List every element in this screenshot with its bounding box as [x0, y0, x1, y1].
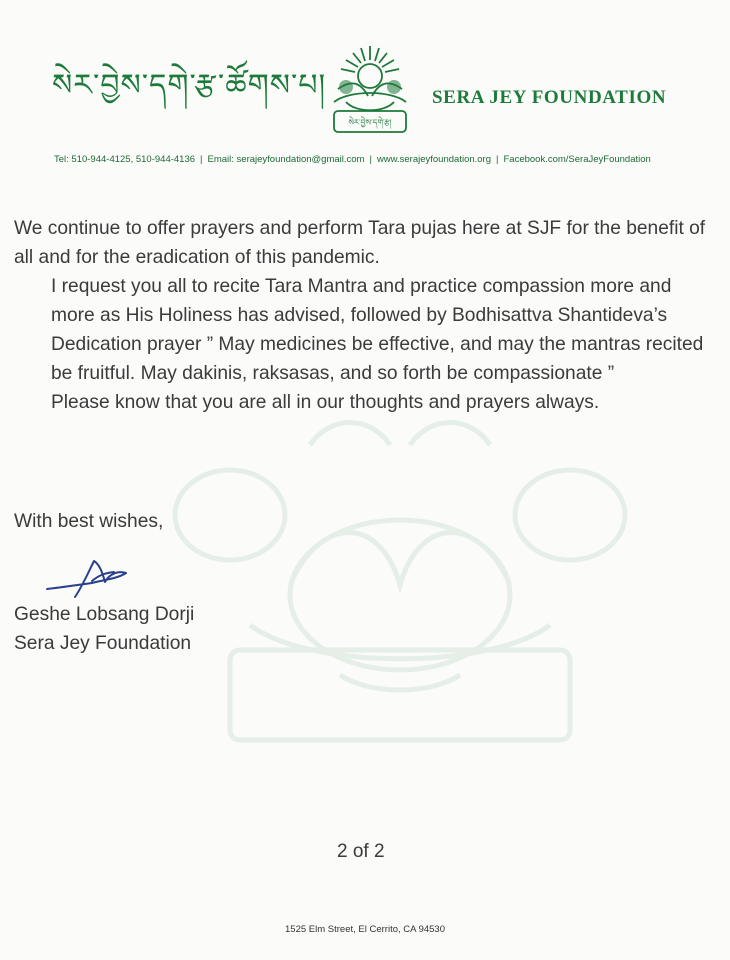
svg-text:སེར་བྱེས་དགེ་རྩ།: སེར་བྱེས་དགེ་རྩ། — [348, 118, 392, 127]
contact-line — [54, 154, 694, 165]
watermark-logo-icon — [140, 395, 660, 775]
signer-name: Geshe Lobsang Dorji — [14, 604, 195, 625]
tibetan-foundation-name: སེར་བྱེས་དགེ་རྩ་ཚོགས་པ། — [52, 68, 327, 103]
paragraph-1: We continue to offer prayers and perform Tara pujas here at SJF for the benefit of all and for the eradication of this pandemic. — [14, 218, 706, 268]
page-number: 2 of 2 — [337, 841, 385, 862]
paragraph-2: I request you all to recite Tara Mantra and practice compassion more and more as His Holiness has advised, followed by Bodhisattva Shantideva’s Dedication prayer ” May medicines be effective, and may the mantras recited be fruitful. May dakinis, raksasas, and so forth be compassionate ” — [51, 276, 704, 384]
signature-block — [14, 600, 194, 658]
letter-body — [14, 214, 714, 417]
contact-separator: | — [496, 154, 499, 165]
contact-email: Email: serajeyfoundation@gmail.com — [207, 154, 365, 165]
contact-website: www.serajeyfoundation.org — [376, 154, 492, 165]
closing-line: With best wishes, — [14, 511, 164, 532]
signer-organization: Sera Jey Foundation — [14, 633, 192, 654]
footer-address: 1525 Elm Street, El Cerrito, CA 94530 — [285, 924, 445, 935]
contact-separator: | — [369, 154, 372, 165]
signature-icon — [44, 556, 134, 600]
paragraph-3: Please know that you are all in our thoughts and prayers always. — [51, 392, 600, 413]
contact-phone: Tel: 510-944-4125, 510-944-4136 — [54, 154, 196, 165]
sera-jey-logo-icon — [318, 38, 422, 140]
foundation-name: SERA JEY FOUNDATION — [432, 87, 667, 108]
contact-separator: | — [200, 154, 203, 165]
contact-facebook: Facebook.com/SeraJeyFoundation — [503, 154, 651, 165]
